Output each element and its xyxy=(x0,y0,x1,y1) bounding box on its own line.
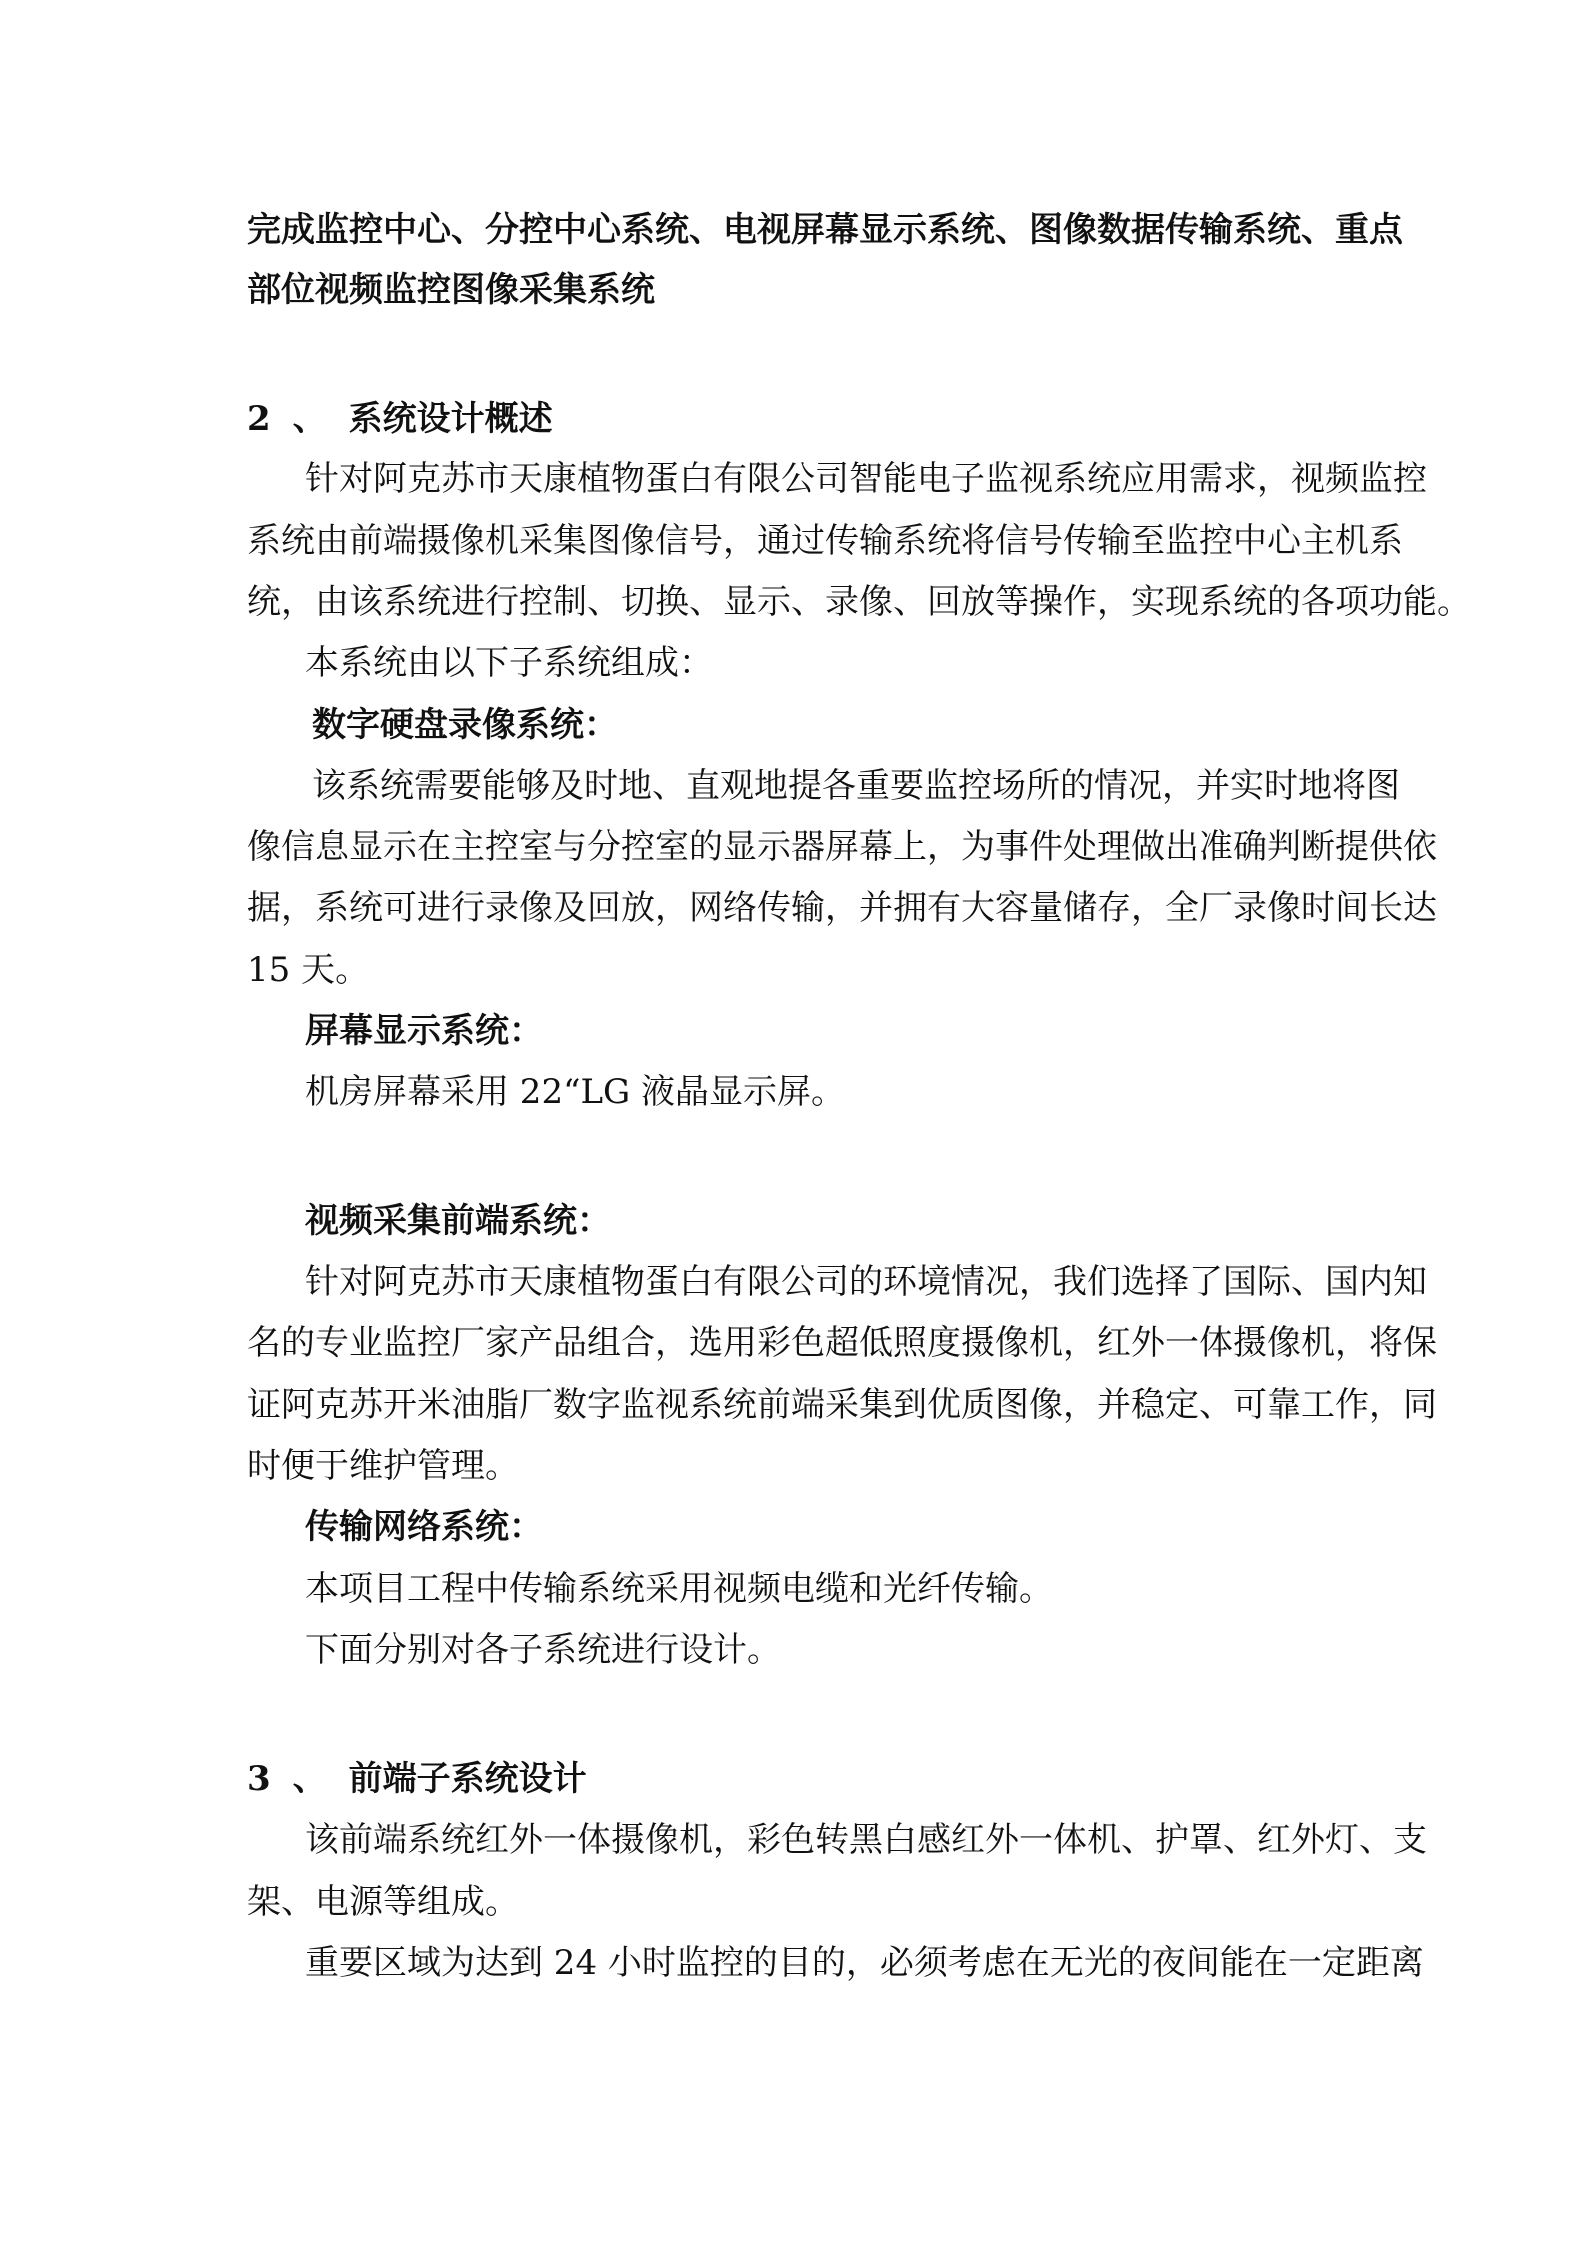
section-2-para1-line: 统，由该系统进行控制、切换、显示、录像、回放等操作，实现系统的各项功能。 xyxy=(247,582,1471,622)
display-subsystem-text: 机房屏幕采用 22“LG 液晶显示屏。 xyxy=(305,1072,845,1112)
frontend-subsystem-line: 名的专业监控厂家产品组合，选用彩色超低照度摄像机，红外一体摄像机，将保 xyxy=(247,1323,1437,1363)
frontend-subsystem-line: 证阿克苏开米油脂厂数字监视系统前端采集到优质图像，并稳定、可靠工作，同 xyxy=(247,1385,1437,1425)
section-2-separator: 、 xyxy=(292,399,327,439)
section-2-para1-line: 系统由前端摄像机采集图像信号，通过传输系统将信号传输至监控中心主机系 xyxy=(247,521,1403,561)
section-2-heading xyxy=(247,395,553,443)
section-3-number: 3 xyxy=(247,1759,271,1799)
section-2-number: 2 xyxy=(247,399,271,439)
section-3-separator: 、 xyxy=(292,1759,327,1799)
frontend-subsystem-heading: 视频采集前端系统： xyxy=(305,1201,611,1241)
section-3-title: 前端子系统设计 xyxy=(348,1759,587,1799)
dvr-subsystem-line: 据，系统可进行录像及回放，网络传输，并拥有大容量储存，全厂录像时间长达 xyxy=(247,888,1437,928)
section-3-para1-line: 架、电源等组成。 xyxy=(247,1882,519,1922)
section-2-para2: 本系统由以下子系统组成： xyxy=(305,643,713,683)
section-3-para2: 重要区域为达到 24 小时监控的目的，必须考虑在无光的夜间能在一定距离 xyxy=(305,1943,1424,1983)
network-subsystem-text: 本项目工程中传输系统采用视频电缆和光纤传输。 xyxy=(305,1569,1053,1609)
frontend-subsystem-line: 针对阿克苏市天康植物蛋白有限公司的环境情况，我们选择了国际、国内知 xyxy=(305,1262,1427,1302)
section-2-closing: 下面分别对各子系统进行设计。 xyxy=(305,1630,781,1670)
network-subsystem-heading: 传输网络系统： xyxy=(305,1507,543,1547)
intro-line-2: 部位视频监控图像采集系统 xyxy=(247,270,655,310)
dvr-subsystem-line: 该系统需要能够及时地、直观地提各重要监控场所的情况，并实时地将图 xyxy=(312,766,1400,806)
section-2-para1-line: 针对阿克苏市天康植物蛋白有限公司智能电子监视系统应用需求，视频监控 xyxy=(305,459,1427,499)
frontend-subsystem-line: 时便于维护管理。 xyxy=(247,1446,519,1486)
section-3-heading xyxy=(247,1755,587,1803)
dvr-subsystem-line: 15 天。 xyxy=(247,950,370,990)
section-3-para1-line: 该前端系统红外一体摄像机，彩色转黑白感红外一体机、护罩、红外灯、支 xyxy=(305,1820,1427,1860)
dvr-subsystem-line: 像信息显示在主控室与分控室的显示器屏幕上，为事件处理做出准确判断提供依 xyxy=(247,827,1437,867)
section-2-title: 系统设计概述 xyxy=(348,399,553,439)
intro-line-1: 完成监控中心、分控中心系统、电视屏幕显示系统、图像数据传输系统、重点 xyxy=(247,210,1403,250)
display-subsystem-heading: 屏幕显示系统： xyxy=(305,1011,543,1051)
dvr-subsystem-heading: 数字硬盘录像系统： xyxy=(312,705,618,745)
